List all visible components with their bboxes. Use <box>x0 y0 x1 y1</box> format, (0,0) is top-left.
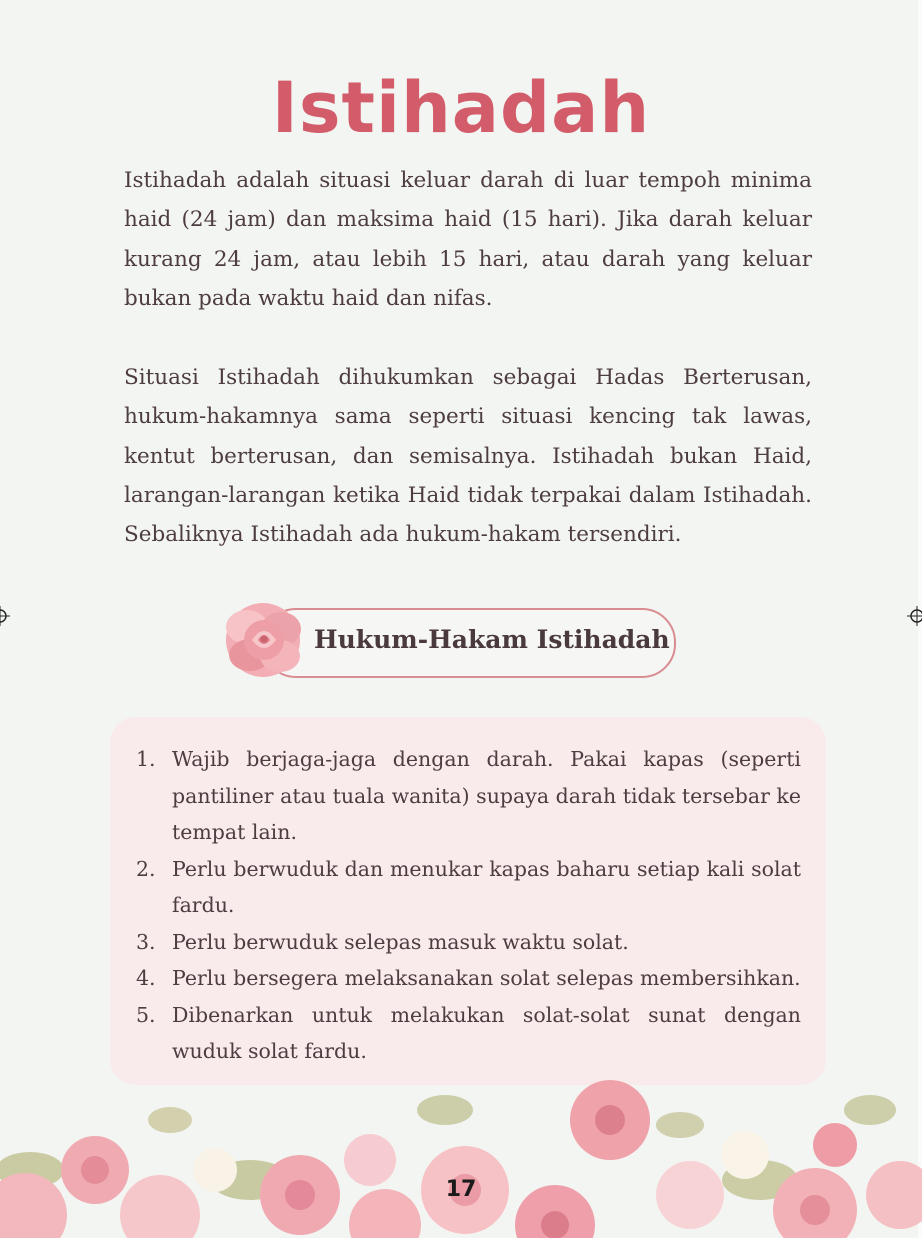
page-title: Istihadah <box>271 67 651 149</box>
explanation-paragraph: Situasi Istihadah dihukumkan sebagai Hadas Berterusan, hukum-hakamnya sama seperti situasi kencing tak lawas, kentut berterusan, dan semisalnya. Istihadah bukan Haid, larangan-larangan ketika Haid tidak terpakai dalam Istihadah. Sebaliknya Istihadah ada hukum-hakam tersendiri. <box>124 365 812 548</box>
list-item <box>130 924 801 961</box>
page-number: 17 <box>445 1177 477 1202</box>
list-item-text: Perlu berwuduk selepas masuk waktu solat. <box>172 929 629 954</box>
list-item-number: 2. <box>136 856 156 881</box>
list-item-text: Perlu berwuduk dan menukar kapas baharu setiap kali solat fardu. <box>172 856 801 917</box>
list-item <box>130 960 801 997</box>
list-item-text: Wajib berjaga-jaga dengan darah. Pakai kapas (seperti pantiliner atau tuala wanita) supaya darah tidak tersebar ke tempat lain. <box>172 747 801 844</box>
list-item <box>130 997 801 1070</box>
list-item-text: Perlu bersegera melaksanakan solat selepas membersihkan. <box>172 966 801 990</box>
rose-icon <box>220 600 306 678</box>
list-item-number: 1. <box>136 747 156 771</box>
registration-mark-icon <box>0 606 10 626</box>
list-item-number: 4. <box>136 966 156 990</box>
rose-border-illustration <box>0 1075 922 1238</box>
list-item-number: 5. <box>136 1002 156 1027</box>
list-item-number: 3. <box>136 929 156 954</box>
section-heading: Hukum-Hakam Istihadah <box>314 625 670 654</box>
list-item-text: Dibenarkan untuk melakukan solat-solat sunat dengan wuduk solat fardu. <box>172 1002 801 1063</box>
registration-mark-icon <box>907 606 922 626</box>
list-item <box>130 851 801 924</box>
list-item <box>130 741 801 851</box>
intro-paragraph: Istihadah adalah situasi keluar darah di luar tempoh minima haid (24 jam) dan maksima haid (15 hari). Jika darah keluar kurang 24 jam, atau lebih 15 hari, atau darah yang keluar bukan pada waktu haid dan nifas. <box>124 168 812 311</box>
rules-list <box>130 741 801 1070</box>
